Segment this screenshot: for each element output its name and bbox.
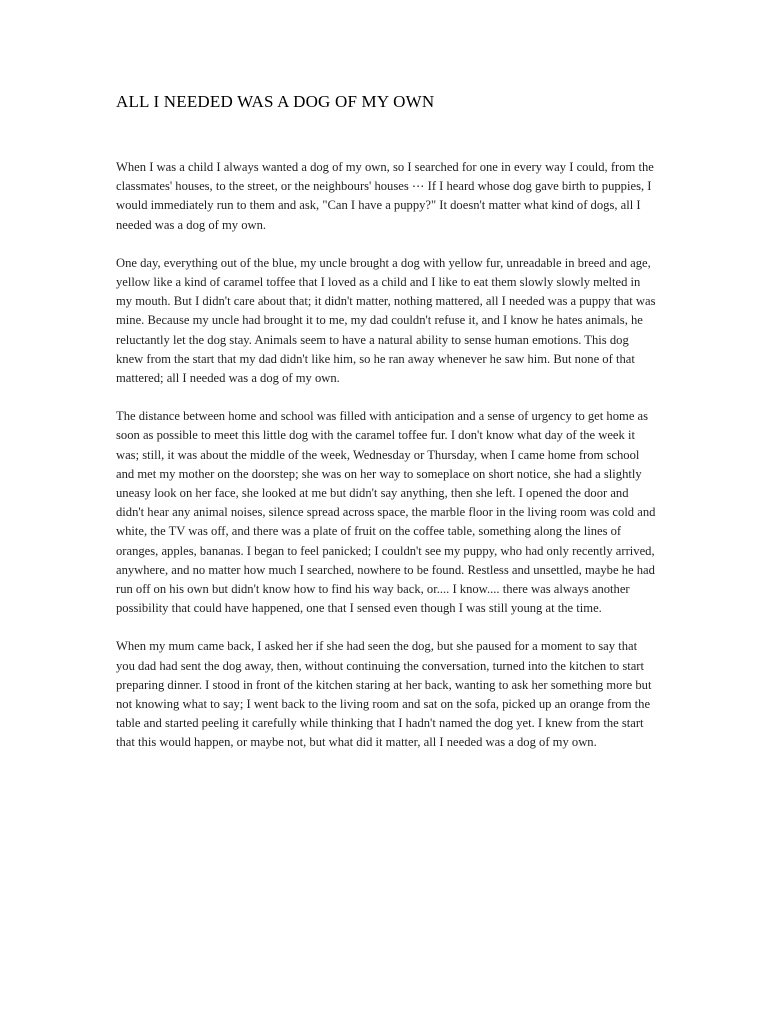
paragraph-4: When my mum came back, I asked her if she had seen the dog, but she paused for a moment to say that you dad had sent the dog away, then, without continuing the conversation, turned into the kitchen to start preparing dinner. I stood in front of the kitchen staring at her back, wanting to ask her something more but not knowing what to say; I went back to the living room and sat on the sofa, picked up an orange from the table and started peeling it carefully while thinking that I hadn't named the dog yet. I knew from the start that this would happen, or maybe not, but what did it matter, all I needed was a dog of my own.: [116, 639, 652, 750]
document-page: [116, 92, 656, 772]
paragraph-3: The distance between home and school was filled with anticipation and a sense of urgency to get home as soon as possible to meet this little dog with the caramel toffee fur. I don't know what day of the week it was; still, it was about the middle of the week, Wednesday or Thursday, when I came home from school and met my mother on the doorstep; she was on her way to someplace on short notice, she had a slightly uneasy look on her face, she looked at me but didn't say anything, then she left. I opened the door and didn't hear any animal noises, silence spread across space, the marble floor in the living room was cold and white, the TV was off, and there was a plate of fruit on the coffee table, something along the lines of oranges, apples, bananas. I began to feel panicked; I couldn't see my puppy, who had only recently arrived, anywhere, and no matter how much I searched, nowhere to be found. Restless and unsettled, maybe he had run off on his own but didn't know how to find his way back, or.... I know.... there was always another possibility that could have happened, one that I sensed even though I was still young at the time.: [116, 409, 656, 616]
paragraph-1: When I was a child I always wanted a dog of my own, so I searched for one in every way I could, from the classmates' houses, to the street, or the neighbours' houses ⋯ If I heard whose dog gave birth to puppies, I would immediately run to them and ask, "Can I have a puppy?" It doesn't matter what kind of dogs, all I needed was a dog of my own.: [116, 160, 654, 232]
paragraph-2: One day, everything out of the blue, my uncle brought a dog with yellow fur, unreadable in breed and age, yellow like a kind of caramel toffee that I loved as a child and I like to eat them slowly slowly melted in my mouth. But I didn't care about that; it didn't matter, nothing mattered, all I needed was a puppy that was mine. Because my uncle had brought it to me, my dad couldn't refuse it, and I know he hates animals, he reluctantly let the dog stay. Animals seem to have a natural ability to sense human emotions. This dog knew from the start that my dad didn't like him, so he ran away whenever he saw him. But none of that mattered; all I needed was a dog of my own.: [116, 255, 656, 386]
document-title: ALL I NEEDED WAS A DOG OF MY OWN: [116, 92, 435, 111]
